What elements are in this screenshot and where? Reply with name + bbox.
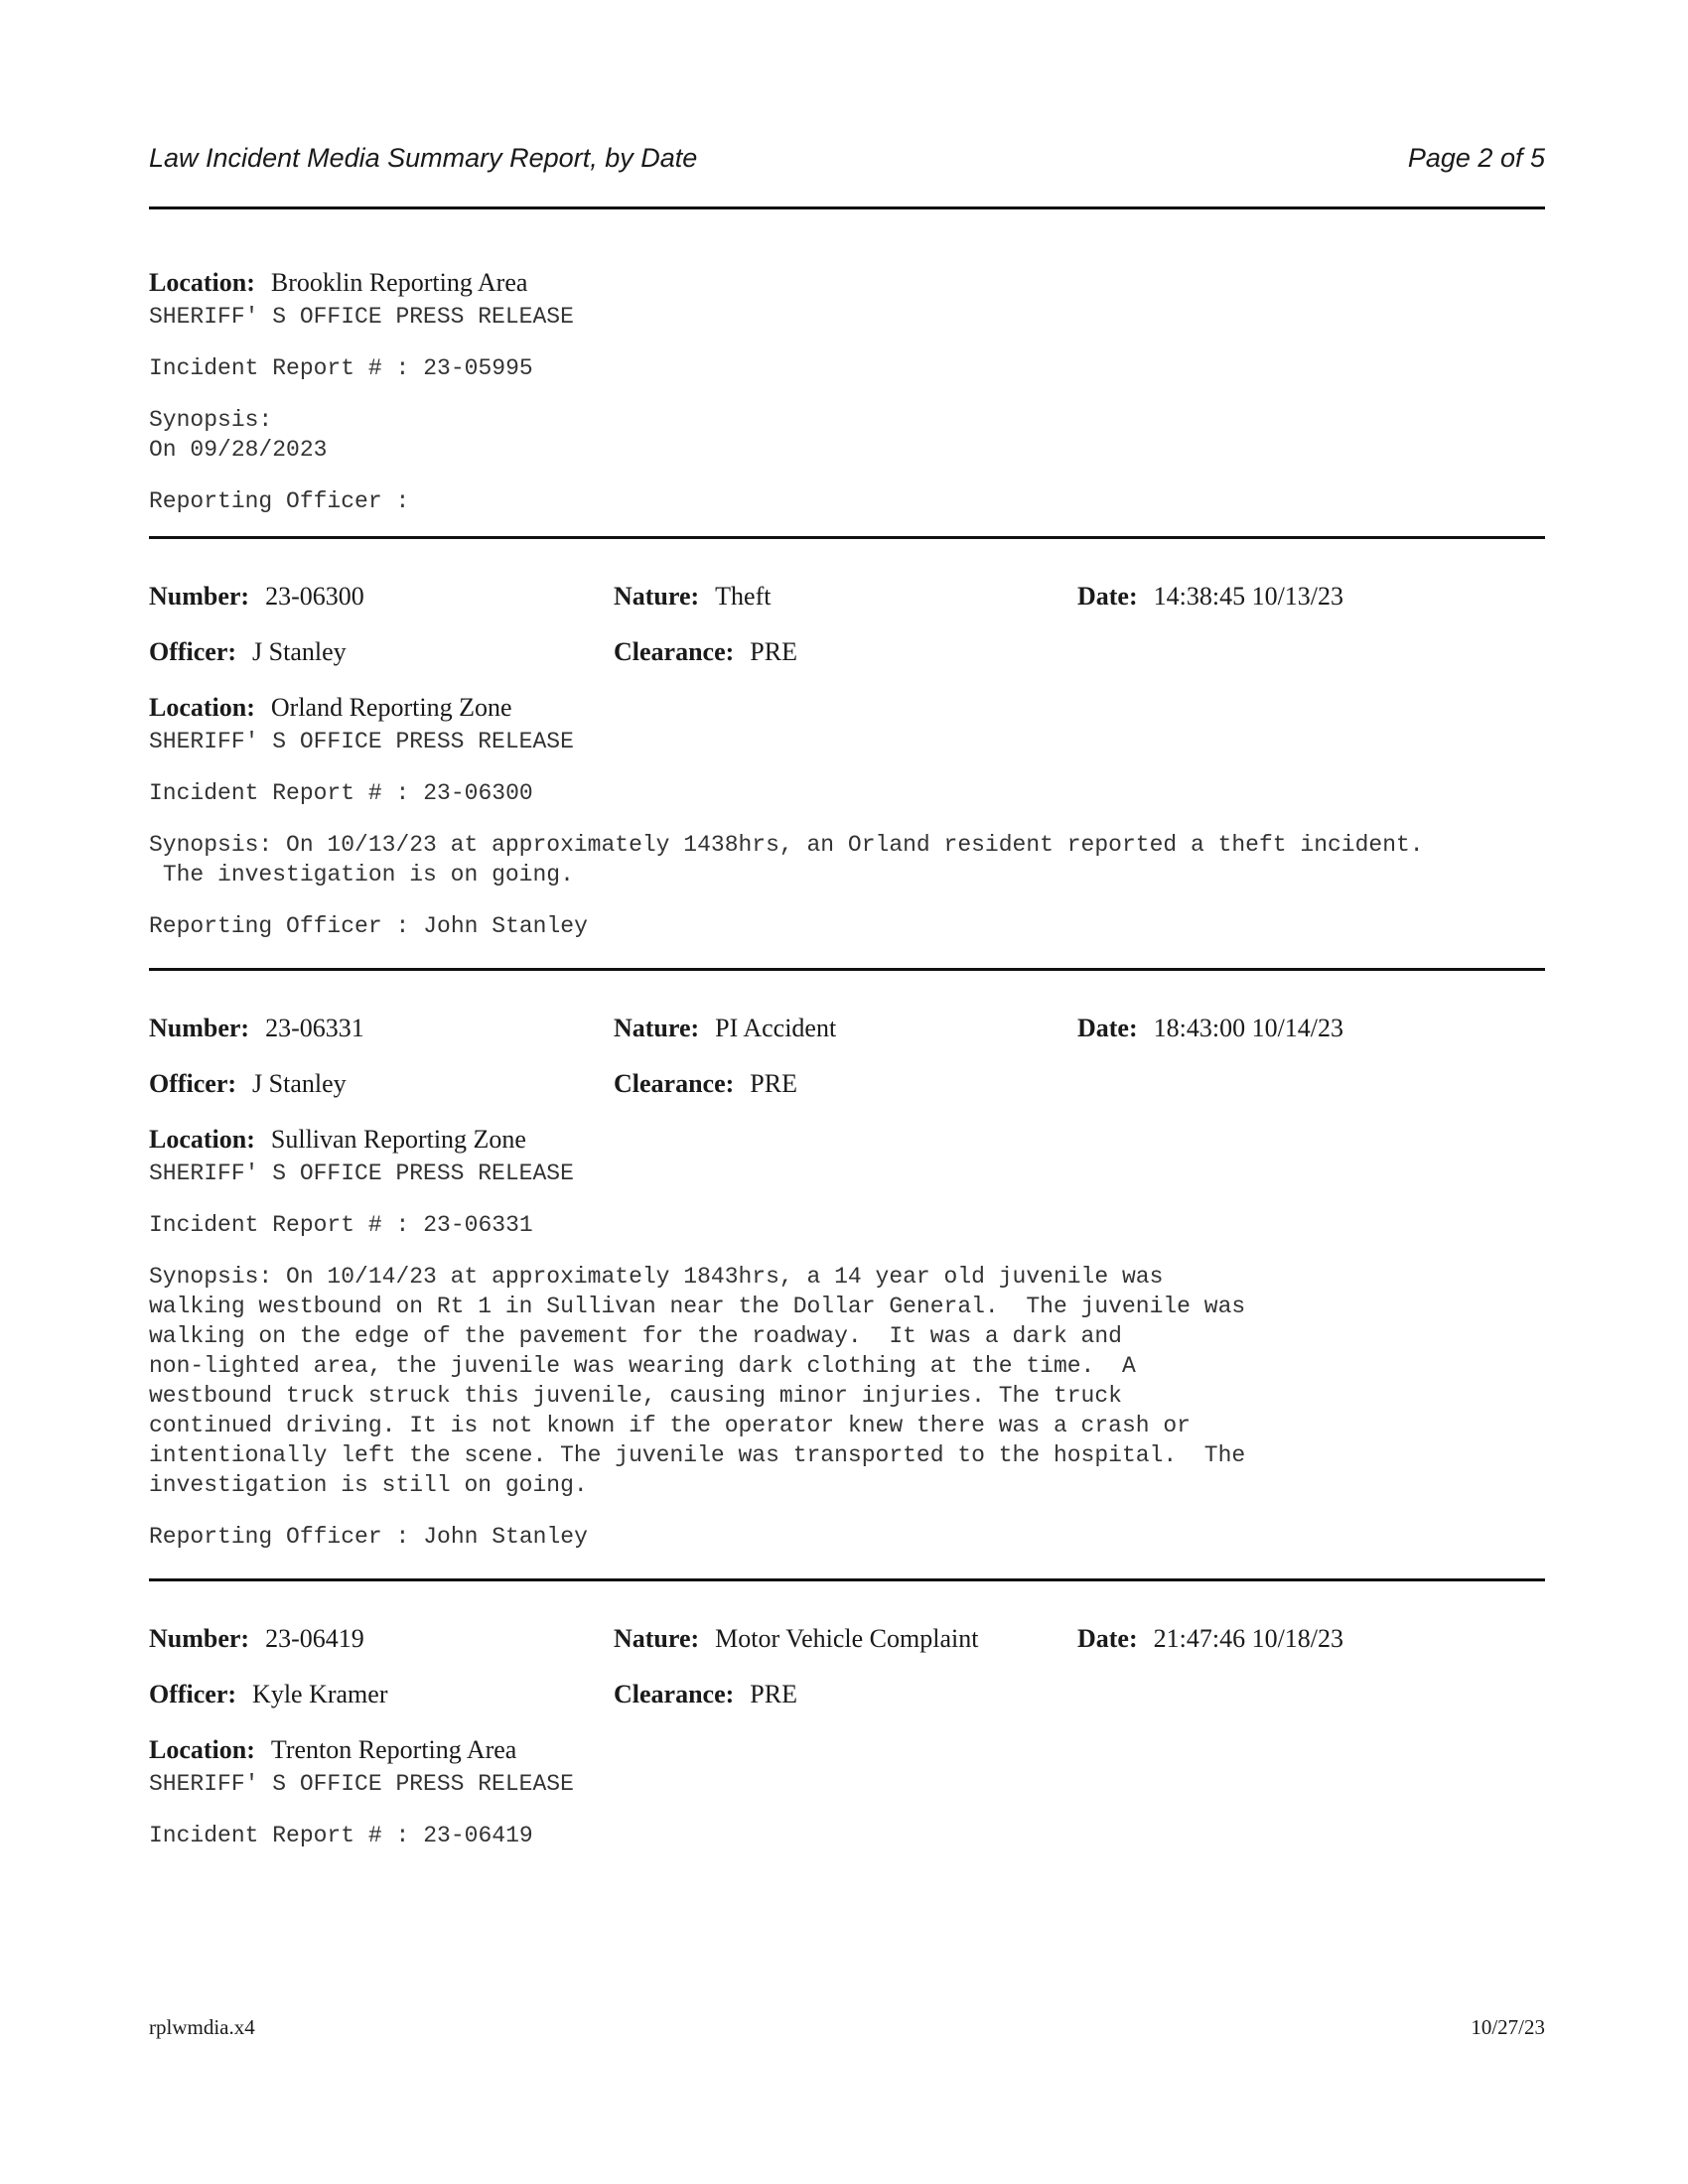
reporting-officer-value: John Stanley (423, 1524, 588, 1550)
reporting-officer-line: Reporting Officer : John Stanley (149, 1524, 588, 1550)
page-indicator: Page 2 of 5 (1407, 143, 1545, 173)
location-field: Location: Trenton Reporting Area (149, 1735, 517, 1764)
officer-value: J Stanley (252, 1069, 347, 1098)
nature-field: Nature: Motor Vehicle Complaint (614, 1624, 979, 1653)
reporting-officer-line: Reporting Officer : John Stanley (149, 913, 588, 939)
report-page (149, 0, 1545, 2184)
print-date: 10/27/23 (1471, 2015, 1545, 2039)
date-field: Date: 18:43:00 10/14/23 (1077, 1014, 1344, 1042)
reporting-officer-value: John Stanley (423, 913, 588, 939)
incident-report-line: Incident Report # : 23-05995 (149, 355, 533, 381)
incident-report-value: 23-06419 (423, 1823, 533, 1848)
synopsis: Synopsis: On 09/28/2023 (149, 407, 328, 463)
incident-report-line: Incident Report # : 23-06419 (149, 1823, 533, 1848)
incident-record (149, 582, 1545, 941)
report-header (149, 143, 1545, 183)
nature-value: Motor Vehicle Complaint (715, 1624, 979, 1653)
date-field: Date: 21:47:46 10/18/23 (1077, 1624, 1344, 1653)
incident-record (149, 268, 1545, 516)
incident-report-value: 23-06331 (423, 1212, 533, 1238)
incident-report-line: Incident Report # : 23-06331 (149, 1212, 533, 1238)
clearance-field: Clearance: PRE (614, 1680, 797, 1708)
location-value: Sullivan Reporting Zone (270, 1125, 526, 1154)
record-divider (149, 1578, 1545, 1581)
location-value: Orland Reporting Zone (270, 693, 512, 722)
number-field: Number: 23-06300 (149, 582, 364, 611)
location-field: Location: Sullivan Reporting Zone (149, 1125, 526, 1154)
record-divider (149, 536, 1545, 539)
location-value: Brooklin Reporting Area (270, 268, 528, 297)
press-release-label: SHERIFF' S OFFICE PRESS RELEASE (149, 1771, 574, 1797)
number-value: 23-06419 (265, 1624, 364, 1653)
clearance-value: PRE (750, 1680, 797, 1708)
clearance-value: PRE (750, 637, 797, 666)
location-value: Trenton Reporting Area (270, 1735, 517, 1764)
date-value: 14:38:45 10/13/23 (1153, 582, 1344, 611)
synopsis: Synopsis: On 10/13/23 at approximately 1438hrs, an Orland resident reported a theft incident. The investigation is on going. (149, 832, 1424, 887)
header-rule (149, 206, 1545, 209)
officer-field: Officer: Kyle Kramer (149, 1680, 388, 1708)
reporting-officer-line: Reporting Officer : (149, 488, 410, 514)
clearance-field: Clearance: PRE (614, 637, 797, 666)
press-release-label: SHERIFF' S OFFICE PRESS RELEASE (149, 729, 574, 754)
synopsis: Synopsis: On 10/14/23 at approximately 1843hrs, a 14 year old juvenile was walking westbound on Rt 1 in Sullivan near the Dollar General. The juvenile was walking on the edge of the pavement for the roadway. It was a dark and non-lighted area, the juvenile was wearing dark clothing at the time. A westbound truck struck this juvenile, causing minor injuries. The truck continued driving. It is not known if the operator knew there was a crash or intentionally left the scene. The juvenile was transported to the hospital. The investigation is still on going. (149, 1264, 1246, 1498)
date-value: 21:47:46 10/18/23 (1153, 1624, 1344, 1653)
number-field: Number: 23-06419 (149, 1624, 364, 1653)
report-code: rplwmdia.x4 (149, 2015, 255, 2039)
officer-field: Officer: J Stanley (149, 637, 347, 666)
nature-value: PI Accident (715, 1014, 837, 1042)
officer-field: Officer: J Stanley (149, 1069, 347, 1098)
nature-value: Theft (715, 582, 772, 611)
date-field: Date: 14:38:45 10/13/23 (1077, 582, 1344, 611)
clearance-value: PRE (750, 1069, 797, 1098)
incident-report-value: 23-05995 (423, 355, 533, 381)
date-value: 18:43:00 10/14/23 (1153, 1014, 1344, 1042)
officer-value: J Stanley (252, 637, 347, 666)
number-field: Number: 23-06331 (149, 1014, 364, 1042)
record-divider (149, 968, 1545, 971)
report-title: Law Incident Media Summary Report, by Date (149, 143, 698, 173)
press-release-label: SHERIFF' S OFFICE PRESS RELEASE (149, 304, 574, 330)
press-release-label: SHERIFF' S OFFICE PRESS RELEASE (149, 1160, 574, 1186)
clearance-field: Clearance: PRE (614, 1069, 797, 1098)
number-value: 23-06331 (265, 1014, 364, 1042)
nature-field: Nature: PI Accident (614, 1014, 837, 1042)
incident-report-value: 23-06300 (423, 780, 533, 806)
nature-field: Nature: Theft (614, 582, 772, 611)
incident-record (149, 1624, 1545, 1850)
incident-report-line: Incident Report # : 23-06300 (149, 780, 533, 806)
location-field: Location: Orland Reporting Zone (149, 693, 512, 722)
number-value: 23-06300 (265, 582, 364, 611)
location-field: Location: Brooklin Reporting Area (149, 268, 528, 297)
officer-value: Kyle Kramer (252, 1680, 388, 1708)
incident-record (149, 1014, 1545, 1552)
